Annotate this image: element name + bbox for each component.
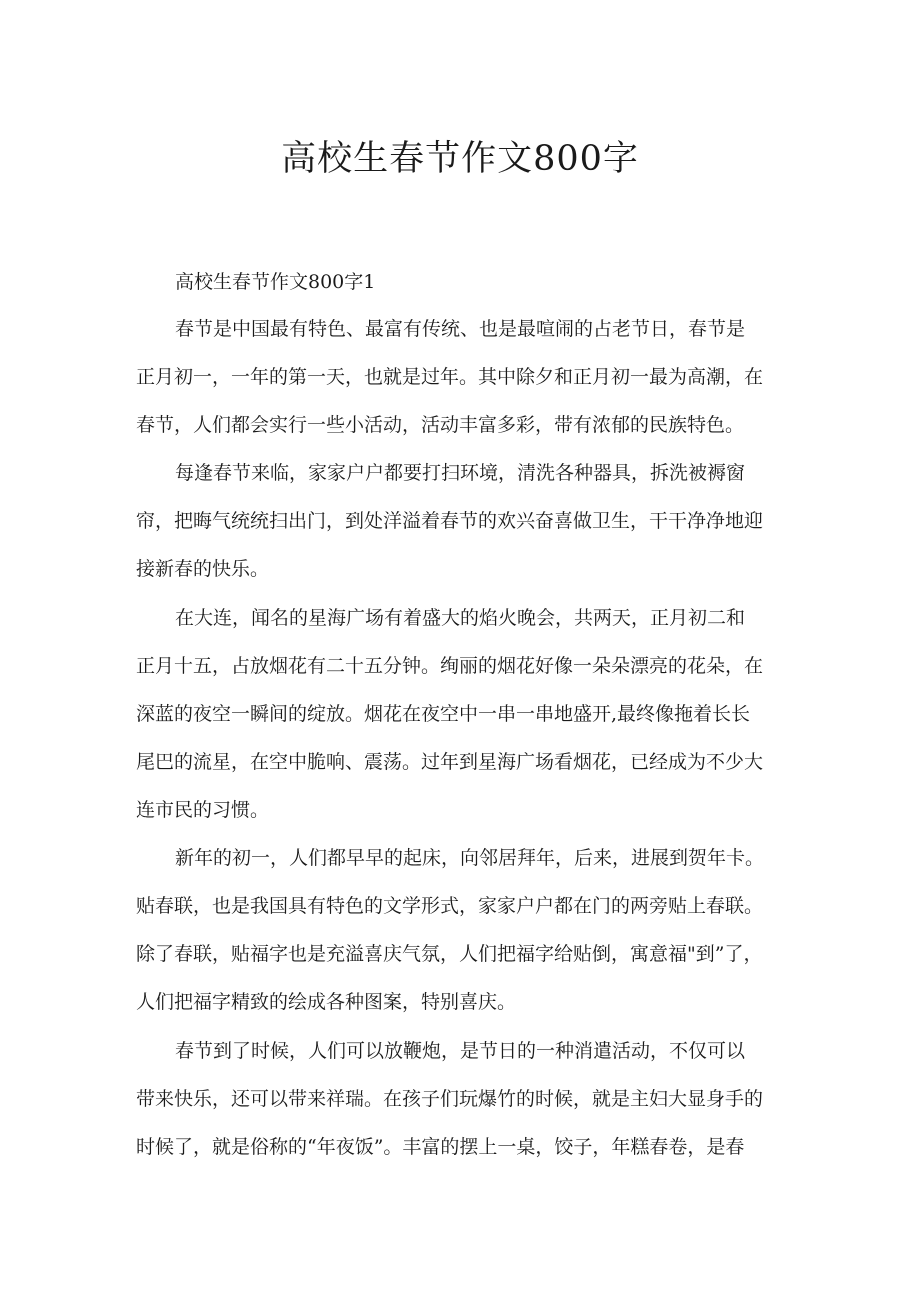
document-title: 高校生春节作文800字: [281, 139, 639, 179]
paragraph-line: 正月初一，一年的第一天，也就是过年。其中除夕和正月初一最为高潮，在: [136, 366, 764, 388]
paragraph-line: 尾巴的流星，在空中脆响、震荡。过年到星海广场看烟花，已经成为不少大: [136, 751, 764, 773]
paragraph-line: 带来快乐，还可以带来祥瑞。在孩子们玩爆竹的时候，就是主妇大显身手的: [136, 1088, 764, 1110]
paragraph-line: 接新春的快乐。: [136, 558, 270, 580]
paragraph-line: 人们把福字精致的绘成各种图案，特别喜庆。: [136, 991, 517, 1013]
paragraph-line: 在大连，闻名的星海广场有着盛大的焰火晚会，共两天，正月初二和: [175, 607, 746, 629]
paragraph-line: 除了春联，贴福字也是充溢喜庆气氛，人们把福字给贴倒，寓意福"到”了，: [136, 943, 763, 965]
paragraph-line: 春节，人们都会实行一些小活动，活动丰富多彩，带有浓郁的民族特色。: [136, 414, 745, 436]
paragraph-line: 正月十五，占放烟花有二十五分钟。绚丽的烟花好像一朵朵漂亮的花朵，在: [136, 655, 764, 677]
paragraph-line: 每逢春节来临，家家户户都要打扫环境，清洗各种器具，拆洗被褥窗: [175, 462, 746, 484]
paragraph-line: 春节到了时候，人们可以放鞭炮，是节日的一种消遣活动，不仅可以: [175, 1040, 746, 1062]
section-subtitle: 高校生春节作文800字1: [175, 271, 376, 293]
paragraph-line: 时候了，就是俗称的“年夜饭”。丰富的摆上一桌，饺子，年糕春卷，是春: [136, 1136, 745, 1158]
paragraph-line: 帘，把晦气统统扫出门，到处洋溢着春节的欢兴奋喜做卫生，干干净净地迎: [136, 510, 764, 532]
paragraph-line: 深蓝的夜空一瞬间的绽放。烟花在夜空中一串一串地盛开,最终像拖着长长: [136, 703, 751, 725]
paragraph-line: 贴春联，也是我国具有特色的文学形式，家家户户都在门的两旁贴上春联。: [136, 895, 764, 917]
paragraph-line: 连市民的习惯。: [136, 799, 270, 821]
paragraph-line: 新年的初一，人们都早早的起床，向邻居拜年，后来，进展到贺年卡。: [175, 847, 765, 869]
paragraph-line: 春节是中国最有特色、最富有传统、也是最喧闹的占老节日，春节是: [175, 318, 746, 340]
